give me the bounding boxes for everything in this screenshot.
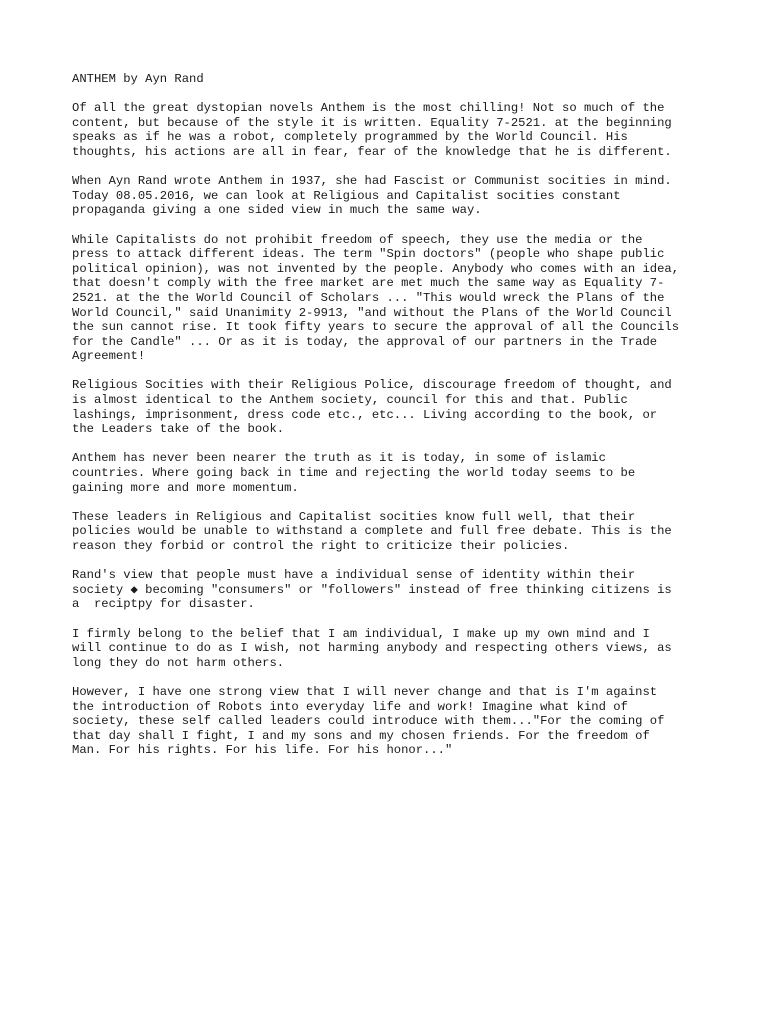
text-line: reason they forbid or control the right to criticize their policies. [72,539,570,553]
text-line: Agreement! [72,349,146,364]
text-line: for the Candle" ... Or as it is today, the approval of our partners in the Trade [72,334,658,349]
paragraph [72,451,712,495]
text-line: long they do not harm others. [72,655,285,670]
text-line: the sun cannot rise. It took fifty years to secure the approval of all the Councils [72,320,680,335]
text-line: When Ayn Rand wrote Anthem in 1937, she had Fascist or Communist socities in mind. [72,174,672,189]
text-line: political opinion), was not invented by the people. Anybody who comes with an idea, [72,261,680,276]
text-line: propaganda giving a one sided view in much the same way. [72,203,482,218]
text-line: I firmly belong to the belief that I am individual, I make up my own mind and I [72,626,650,641]
text-line: While Capitalists do not prohibit freedom of speech, they use the media or the [72,232,643,247]
text-line: the introduction of Robots into everyday life and work! Imagine what kind of [72,699,628,714]
document-title: ANTHEM by Ayn Rand [72,72,204,86]
paragraph [72,233,712,364]
text-line: speaks as if he was a robot, completely programmed by the World Council. His [72,130,628,145]
paragraph [72,685,712,758]
text-line: Rand's view that people must have a individual sense of identity within their [72,568,636,583]
paragraph [72,568,712,612]
paragraph [72,378,712,436]
text-line: will continue to do as I wish, not harming anybody and respecting others views, as [72,641,672,656]
text-line: that day shall I fight, I and my sons and my chosen friends. For the freedom of [72,728,650,743]
paragraph [72,510,712,554]
text-line: society ◆ becoming "consumers" or "followers" instead of free thinking citizens is [72,582,672,597]
text-line: Of all the great dystopian novels Anthem is the most chilling! Not so much of the [72,101,665,116]
text-line: press to attack different ideas. The term "Spin doctors" (people who shape public [72,247,665,262]
text-line: lashings, imprisonment, dress code etc., etc... Living according to the book, or [72,407,658,422]
text-line: 2521. at the the World Council of Scholars ... "This would wreck the Plans of the [72,290,665,305]
text-line: is almost identical to the Anthem society, council for this and that. Public [72,393,628,408]
text-line: However, I have one strong view that I will never change and that is I'm against [72,684,658,699]
text-line: thoughts, his actions are all in fear, fear of the knowledge that he is different. [72,144,672,159]
text-line: Anthem has never been nearer the truth as it is today, in some of islamic [72,451,606,466]
text-line: Man. For his rights. For his life. For his honor..." [72,743,453,758]
text-line: Today 08.05.2016, we can look at Religious and Capitalist socities constant [72,188,621,203]
paragraph [72,174,712,218]
text-line: that doesn't comply with the free market are met much the same way as Equality 7- [72,276,665,291]
text-line: World Council," said Unanimity 2-9913, "and without the Plans of the World Council [72,305,672,320]
text-line: content, but because of the style it is written. Equality 7-2521. at the beginning [72,115,672,130]
text-line: gaining more and more momentum. [72,480,299,495]
paragraph [72,627,712,671]
text-line: a reciptpy for disaster. [72,597,255,612]
document-page [72,72,712,773]
text-line: society, these self called leaders could introduce with them..."For the coming of [72,714,665,729]
text-line: countries. Where going back in time and rejecting the world today seems to be [72,466,636,481]
text-line: Religious Socities with their Religious Police, discourage freedom of thought, and [72,378,672,393]
text-line: These leaders in Religious and Capitalist socities know full well, that their [72,509,636,524]
paragraph [72,101,712,159]
text-line: the Leaders take of the book. [72,422,285,437]
text-line: policies would be unable to withstand a complete and full free debate. This is the [72,524,672,539]
